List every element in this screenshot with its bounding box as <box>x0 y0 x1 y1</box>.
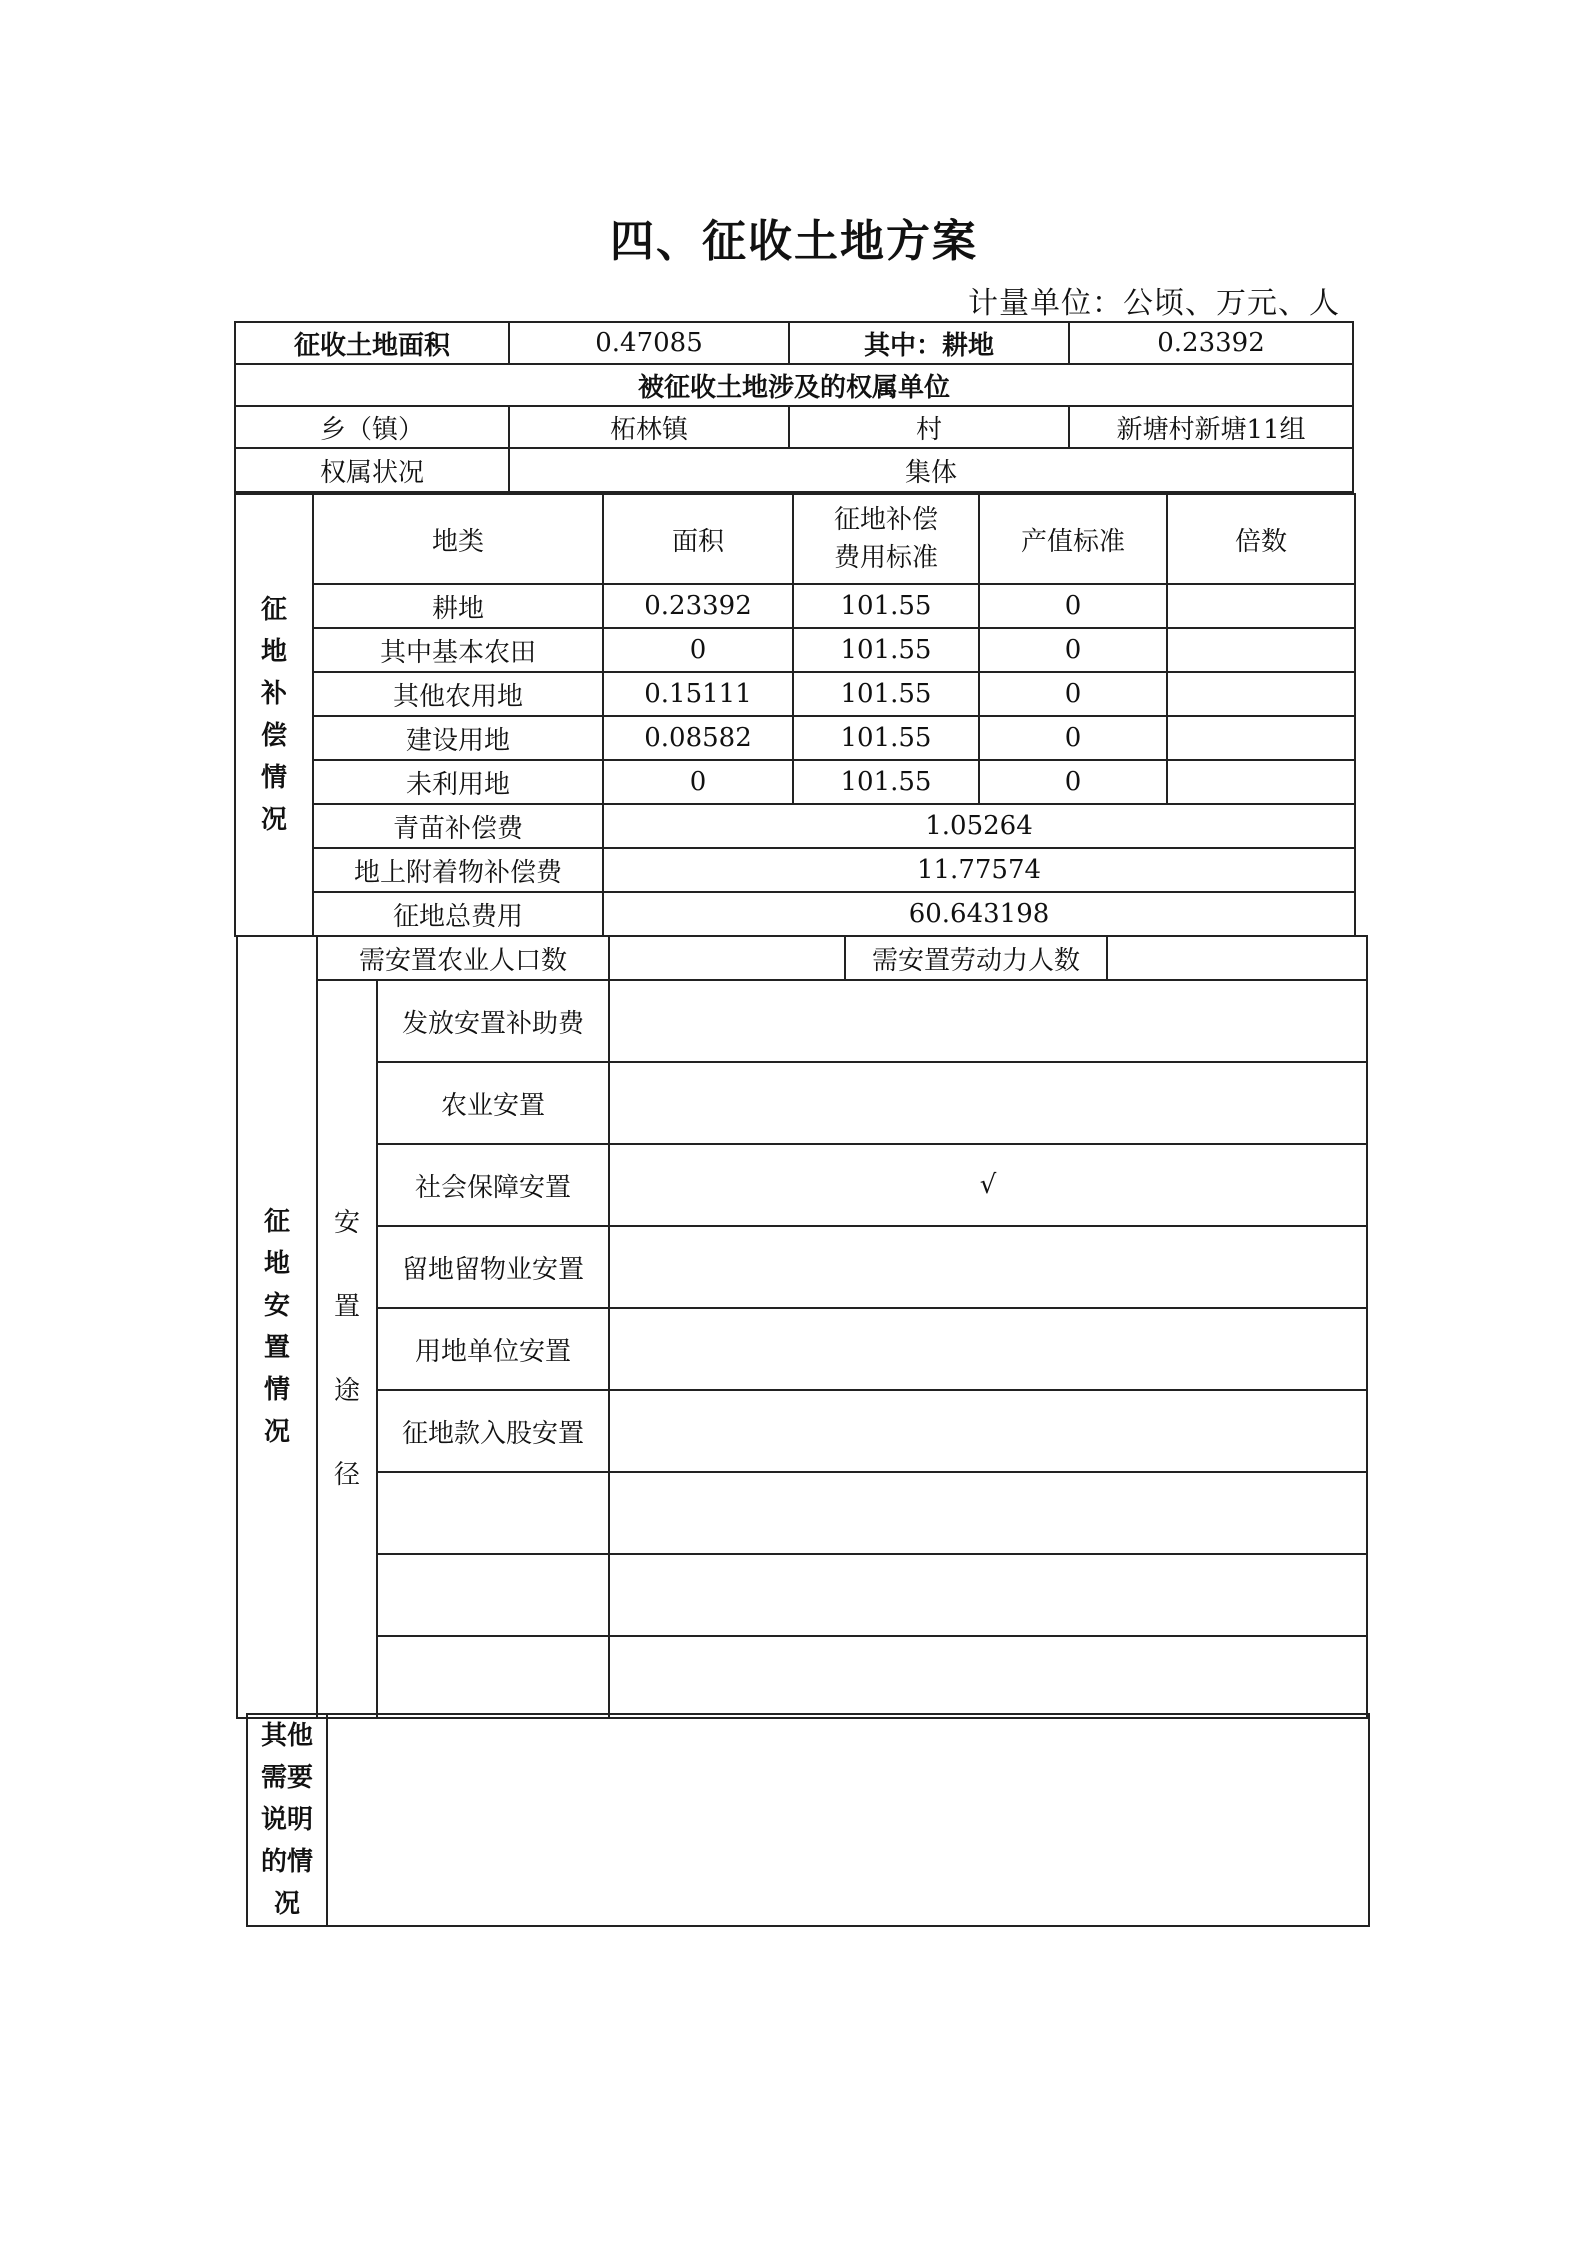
summary-table <box>234 321 1354 493</box>
compensation-side-label <box>235 494 313 936</box>
row-output: 0 <box>979 716 1167 760</box>
method-name: 发放安置补助费 <box>377 980 609 1062</box>
resettlement-side-text: 征地安置情况 <box>263 1207 290 1447</box>
method-value <box>609 1062 1367 1144</box>
header-standard <box>793 494 979 584</box>
village-label: 村 <box>789 406 1069 448</box>
compensation-table <box>234 493 1356 937</box>
header-multiple: 倍数 <box>1167 494 1355 584</box>
town-label: 乡（镇） <box>235 406 509 448</box>
farmland-label: 其中：耕地 <box>789 322 1069 364</box>
method-name: 征地款入股安置 <box>377 1390 609 1472</box>
other-label <box>247 1714 327 1926</box>
row-standard: 101.55 <box>793 672 979 716</box>
method-name: 社会保障安置 <box>377 1144 609 1226</box>
method-name: 用地单位安置 <box>377 1308 609 1390</box>
row-area: 0.08582 <box>603 716 793 760</box>
row-area: 0.23392 <box>603 584 793 628</box>
row-type: 其他农用地 <box>313 672 603 716</box>
row-multiple <box>1167 760 1355 804</box>
row-standard: 101.55 <box>793 716 979 760</box>
village-value: 新塘村新塘11组 <box>1069 406 1353 448</box>
row-area: 0 <box>603 628 793 672</box>
row-area: 0 <box>603 760 793 804</box>
row-output: 0 <box>979 672 1167 716</box>
method-name <box>377 1554 609 1636</box>
row-type: 未利用地 <box>313 760 603 804</box>
method-value <box>609 1472 1367 1554</box>
unit-note: 计量单位：公顷、万元、人 <box>968 286 1340 321</box>
attachment-value: 11.77574 <box>603 848 1355 892</box>
method-value <box>609 980 1367 1062</box>
other-table <box>246 1713 1370 1927</box>
row-multiple <box>1167 628 1355 672</box>
row-type: 其中基本农田 <box>313 628 603 672</box>
labor-label: 需安置劳动力人数 <box>845 936 1107 980</box>
header-standard-text: 征地补偿费用标准 <box>833 505 938 573</box>
method-name <box>377 1636 609 1718</box>
town-value: 柘林镇 <box>509 406 789 448</box>
method-name: 留地留物业安置 <box>377 1226 609 1308</box>
resettlement-side-label <box>237 936 317 1718</box>
row-area: 0.15111 <box>603 672 793 716</box>
method-value <box>609 1390 1367 1472</box>
farm-pop-label: 需安置农业人口数 <box>317 936 609 980</box>
compensation-side-text: 征地补偿情况 <box>260 595 287 835</box>
area-value: 0.47085 <box>509 322 789 364</box>
row-multiple <box>1167 672 1355 716</box>
status-label: 权属状况 <box>235 448 509 492</box>
row-multiple <box>1167 584 1355 628</box>
ownership-section-title: 被征收土地涉及的权属单位 <box>235 364 1353 406</box>
header-type: 地类 <box>313 494 603 584</box>
header-output: 产值标准 <box>979 494 1167 584</box>
method-value <box>609 1636 1367 1718</box>
labor-value <box>1107 936 1367 980</box>
area-label: 征收土地面积 <box>235 322 509 364</box>
row-standard: 101.55 <box>793 628 979 672</box>
method-value <box>609 1308 1367 1390</box>
other-value <box>327 1714 1369 1926</box>
resettlement-table <box>236 935 1368 1719</box>
row-multiple <box>1167 716 1355 760</box>
total-label: 征地总费用 <box>313 892 603 936</box>
method-value <box>609 1554 1367 1636</box>
total-value: 60.643198 <box>603 892 1355 936</box>
method-side-label <box>317 980 377 1718</box>
method-name: 农业安置 <box>377 1062 609 1144</box>
page-title: 四、征收土地方案 <box>610 216 978 267</box>
row-type: 耕地 <box>313 584 603 628</box>
status-value: 集体 <box>509 448 1353 492</box>
row-standard: 101.55 <box>793 760 979 804</box>
method-side-text: 安置途径 <box>333 1208 360 1490</box>
seedling-value: 1.05264 <box>603 804 1355 848</box>
other-label-text: 其他需要说明的情况 <box>260 1721 313 1919</box>
farm-pop-value <box>609 936 845 980</box>
seedling-label: 青苗补偿费 <box>313 804 603 848</box>
row-standard: 101.55 <box>793 584 979 628</box>
row-output: 0 <box>979 584 1167 628</box>
header-area: 面积 <box>603 494 793 584</box>
row-type: 建设用地 <box>313 716 603 760</box>
row-output: 0 <box>979 760 1167 804</box>
method-value <box>609 1226 1367 1308</box>
farmland-value: 0.23392 <box>1069 322 1353 364</box>
row-output: 0 <box>979 628 1167 672</box>
attachment-label: 地上附着物补偿费 <box>313 848 603 892</box>
method-value: √ <box>609 1144 1367 1226</box>
method-name <box>377 1472 609 1554</box>
